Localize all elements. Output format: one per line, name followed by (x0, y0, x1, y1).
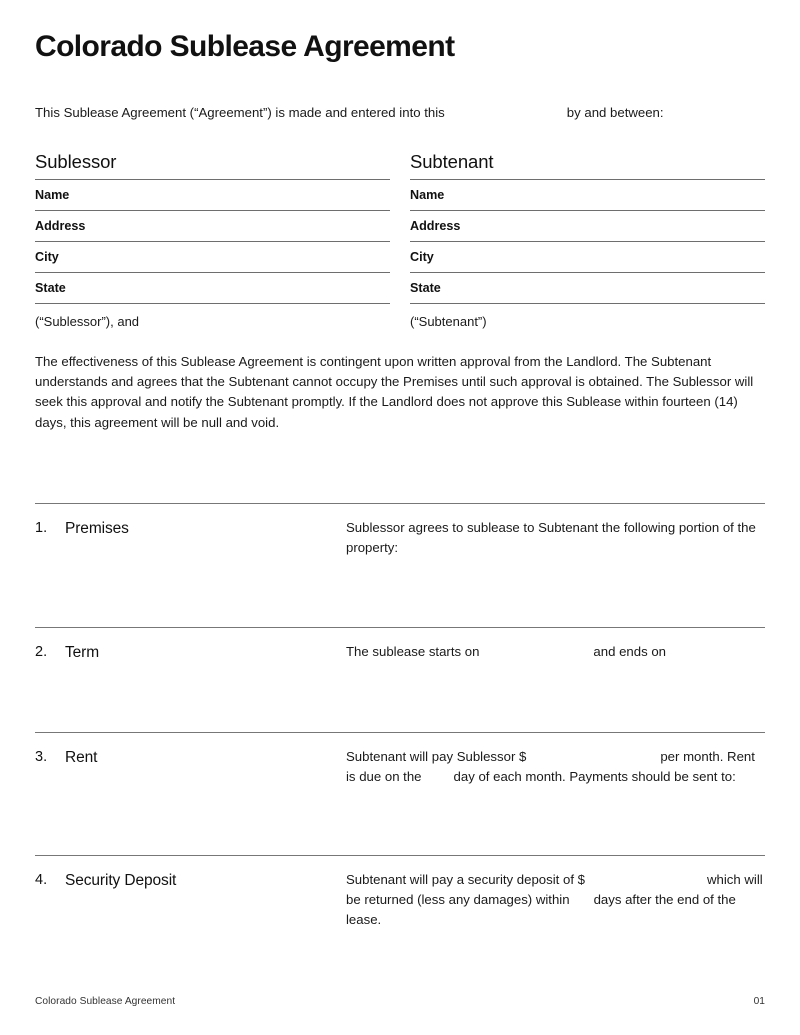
section-rent-title: Rent (65, 749, 98, 766)
intro-text-before-blank: This Sublease Agreement (“Agreement”) is made and entered into this (35, 105, 445, 120)
sublessor-city-field[interactable]: City (35, 241, 390, 272)
section-security-deposit-title: Security Deposit (65, 872, 177, 889)
sublessor-footnote: (“Sublessor”), and (35, 303, 390, 330)
subtenant-city-field[interactable]: City (410, 241, 765, 272)
sublessor-name-field[interactable]: Name (35, 179, 390, 210)
section-premises-body (346, 504, 765, 558)
section-security-deposit-number: 4. (35, 872, 48, 888)
section-security-deposit-body (346, 856, 765, 931)
section-term-text-1: The sublease starts on (346, 644, 480, 659)
section-rent-header (35, 733, 346, 768)
section-premises (35, 503, 765, 627)
section-term-title: Term (65, 644, 100, 661)
section-security-deposit-text-3: days after the end of the lease. (346, 892, 736, 928)
section-term (35, 627, 765, 732)
section-security-deposit-text-2: which will be returned (less any damages) within (346, 872, 763, 908)
section-term-text-2: and ends on (593, 644, 667, 659)
clause-list (35, 503, 765, 955)
page-title: Colorado Sublease Agreement (35, 30, 455, 63)
section-premises-text: Sublessor agrees to sublease to Subtenant the following portion of the property: (346, 520, 756, 556)
sublessor-state-field[interactable]: State (35, 272, 390, 303)
section-rent-text-3: day of each month. Payments should be sent to: (453, 769, 736, 785)
subtenant-name-field[interactable]: Name (410, 179, 765, 210)
section-premises-header (35, 504, 346, 539)
subtenant-heading: Subtenant (410, 151, 494, 172)
section-term-number: 2. (35, 644, 48, 660)
sublessor-address-field[interactable]: Address (35, 210, 390, 241)
landlord-approval-paragraph: The effectiveness of this Sublease Agreement is contingent upon written approval from the Landlord. The Subtenant understands and agrees that the Subtenant cannot occupy the Premises until such approval is obtained. The Sublessor will seek this approval and notify the Subtenant promptly. If the Landlord does not approve this Sublease within fourteen (14) days, this agreement will be null and void. (35, 354, 754, 430)
section-rent-text-1: Subtenant will pay Sublessor $ (346, 749, 527, 764)
intro-sentence (35, 103, 765, 122)
section-term-body (346, 628, 765, 662)
section-security-deposit-text-1: Subtenant will pay a security deposit of $ (346, 872, 585, 887)
subtenant-block (410, 150, 765, 330)
party-columns (35, 150, 765, 330)
intro-text-after-blank: by and between: (566, 105, 664, 120)
section-premises-number: 1. (35, 520, 48, 536)
footer-document-label: Colorado Sublease Agreement (35, 996, 176, 1007)
section-term-header (35, 628, 346, 663)
subtenant-state-field[interactable]: State (410, 272, 765, 303)
sublessor-heading: Sublessor (35, 151, 117, 172)
section-security-deposit (35, 855, 765, 955)
sublessor-block (35, 150, 390, 330)
section-rent-number: 3. (35, 749, 48, 765)
footer-page-number: 01 (753, 996, 765, 1007)
section-rent (35, 732, 765, 855)
section-security-deposit-header (35, 856, 346, 891)
section-rent-text-2: per month. Rent is due on the (346, 749, 755, 785)
subtenant-address-field[interactable]: Address (410, 210, 765, 241)
page-footer (35, 996, 765, 1007)
section-rent-body (346, 733, 765, 787)
subtenant-footnote: (“Subtenant”) (410, 303, 765, 330)
section-premises-title: Premises (65, 520, 129, 537)
